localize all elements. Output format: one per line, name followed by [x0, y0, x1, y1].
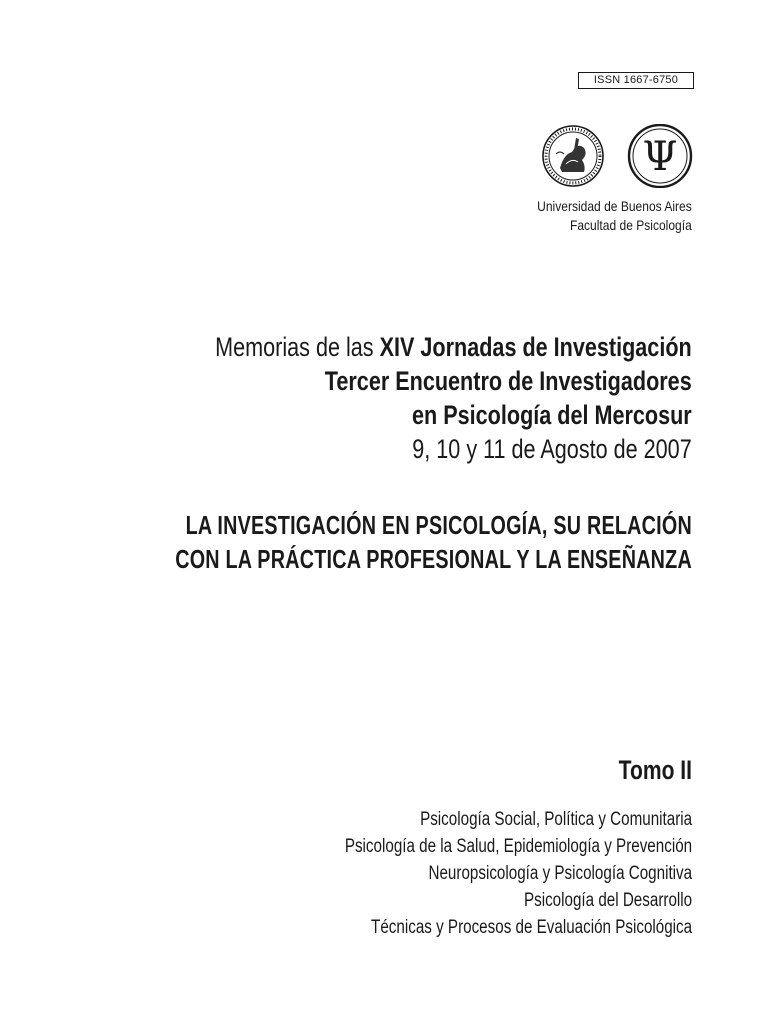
proceedings-heading — [215, 330, 692, 466]
psi-glyph: Ψ — [642, 134, 678, 180]
topics-list — [345, 806, 692, 941]
institution-block — [537, 197, 692, 235]
list-item: Psicología Social, Política y Comunitaria — [419, 809, 692, 830]
university-seal-icon — [538, 124, 608, 188]
event-name: XIV Jornadas de Investigación — [379, 332, 692, 362]
event-dates: 9, 10 y 11 de Agosto de 2007 — [412, 434, 692, 464]
memorias-line-2: Tercer Encuentro de Investigadores — [325, 366, 692, 396]
title-line-1: LA INVESTIGACIÓN EN PSICOLOGÍA, SU RELACIÓN — [185, 510, 692, 540]
issn-box: ISSN 1667-6750 — [578, 72, 694, 89]
memorias-prefix: Memorias de las — [215, 332, 380, 362]
volume-label: Tomo II — [618, 755, 692, 785]
memorias-line-1 — [215, 330, 692, 364]
university-name: Universidad de Buenos Aires — [537, 198, 692, 214]
main-title — [175, 508, 692, 576]
memorias-line-3: en Psicología del Mercosur — [412, 400, 692, 430]
list-item: Técnicas y Procesos de Evaluación Psicológica — [370, 917, 692, 938]
list-item: Psicología de la Salud, Epidemiología y Prevención — [344, 836, 692, 857]
title-line-2: CON LA PRÁCTICA PROFESIONAL Y LA ENSEÑANZA — [175, 544, 692, 574]
faculty-name: Facultad de Psicología — [570, 217, 692, 233]
list-item: Neuropsicología y Psicología Cognitiva — [428, 863, 692, 884]
list-item: Psicología del Desarrollo — [523, 890, 692, 911]
psi-symbol-icon — [626, 124, 694, 188]
logos — [538, 124, 696, 190]
